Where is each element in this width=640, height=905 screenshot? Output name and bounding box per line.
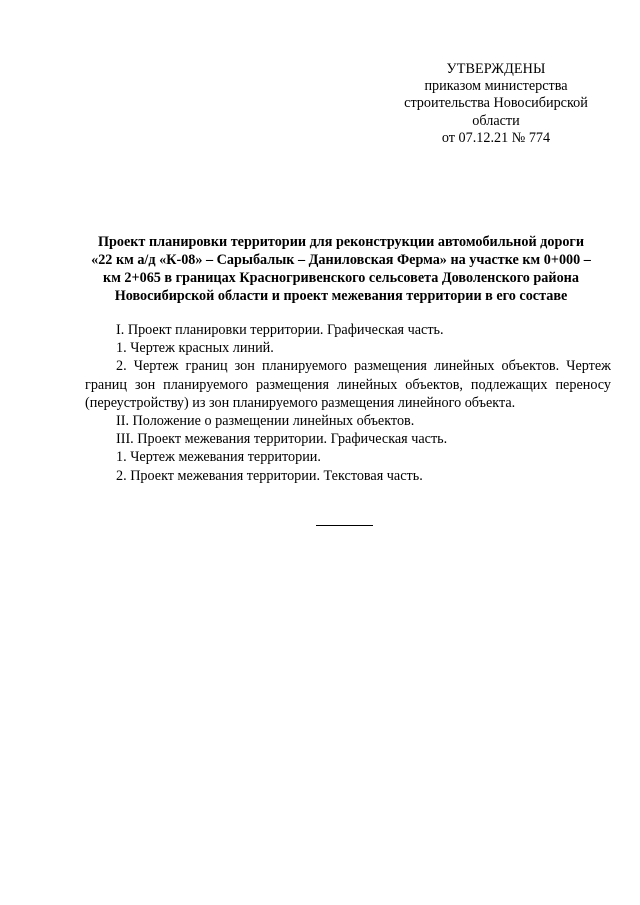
- approval-line: области: [472, 112, 520, 129]
- document-title-line: Новосибирской области и проект межевания территории в его составе: [114, 288, 568, 304]
- contents-item: II. Положение о размещении линейных объектов.: [116, 413, 415, 430]
- contents-item: I. Проект планировки территории. Графическая часть.: [116, 322, 444, 338]
- approval-line: строительства Новосибирской: [404, 95, 588, 112]
- end-divider: [316, 525, 373, 526]
- approval-line: приказом министерства: [424, 78, 568, 95]
- document-title-line: Проект планировки территории для реконструкции автомобильной дороги: [97, 234, 585, 250]
- approval-block: [380, 61, 612, 147]
- approval-title: УТВЕРЖДЕНЫ: [446, 61, 546, 77]
- approval-date-number: от 07.12.21 № 774: [441, 129, 551, 146]
- contents-list: [85, 321, 611, 485]
- contents-item: 1. Чертеж красных линий.: [116, 340, 274, 357]
- document-title-line: км 2+065 в границах Красногривенского сельсовета Доволенского района: [103, 270, 579, 286]
- document-title-line: «22 км а/д «К-08» – Сарыбалык – Даниловская Ферма» на участке км 0+000 –: [91, 252, 591, 268]
- document-title: [72, 233, 610, 305]
- contents-item: 2. Проект межевания территории. Текстовая часть.: [116, 467, 423, 484]
- contents-item: 1. Чертеж межевания территории.: [116, 449, 321, 466]
- contents-item: 2. Чертеж границ зон планируемого размещения линейных объектов. Чертеж границ зон планируемого размещения линейных объектов, подлежащих переносу (переустройству) из зон планируемого размещения линейного объекта.: [85, 358, 611, 411]
- contents-item: III. Проект межевания территории. Графическая часть.: [116, 431, 448, 448]
